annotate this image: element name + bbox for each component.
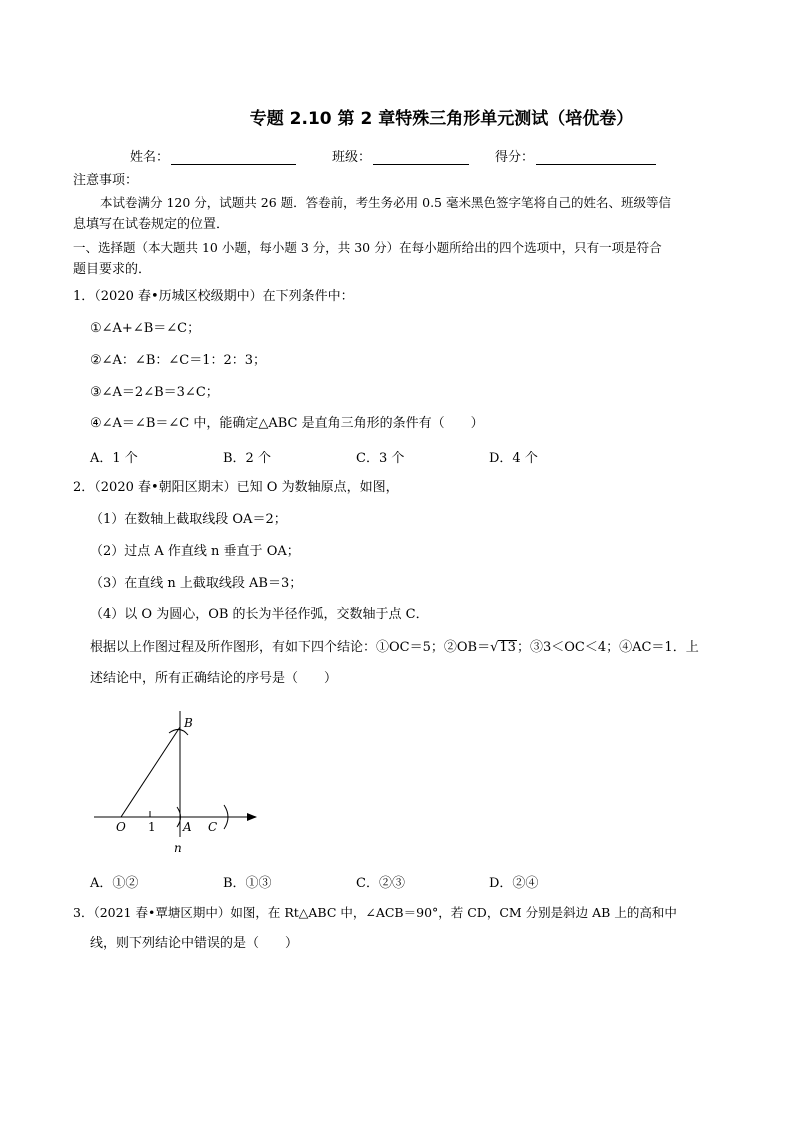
notes-line-1: 本试卷满分 120 分，试题共 26 题．答卷前，考生务必用 0.5 毫米黑色签字笔将自己的姓名、班级等信 xyxy=(100,195,671,210)
q2-stem: 2．（2020 春•朝阳区期末）已知 O 为数轴原点，如图， xyxy=(73,480,399,495)
page-title: 专题 2.10 第 2 章特殊三角形单元测试（培优卷） xyxy=(249,109,634,129)
score-field[interactable] xyxy=(495,146,656,165)
q3-line-1: 3．（2021 春•覃塘区期中）如图，在 Rt△ABC 中，∠ACB＝90°，若 CD，CM 分别是斜边 AB 上的高和中 xyxy=(73,905,677,920)
q1-condition-3: ③∠A＝2∠B＝3∠C； xyxy=(90,385,219,400)
q2-option-b[interactable]: B．①③ xyxy=(223,876,272,891)
name-field[interactable] xyxy=(130,146,296,165)
class-blank[interactable] xyxy=(373,150,469,165)
q3-line-2: 线，则下列结论中错误的是（ ） xyxy=(90,936,299,951)
q2-conclusions-line-2: 述结论中，所有正确结论的序号是（ ） xyxy=(90,671,338,686)
segment-ob xyxy=(121,727,180,817)
notes-line-2: 息填写在试卷规定的位置． xyxy=(73,217,230,232)
score-blank[interactable] xyxy=(536,150,656,165)
name-label: 姓名： xyxy=(130,150,170,165)
label-o: O xyxy=(116,820,126,834)
sqrt-sign: √ xyxy=(490,640,499,655)
q2-step-2: （2）过点 A 作直线 n 垂直于 OA； xyxy=(90,544,300,559)
q1-option-d[interactable]: D．4 个 xyxy=(489,451,538,466)
q1-option-b[interactable]: B．2 个 xyxy=(223,451,271,466)
q2-figure xyxy=(88,705,268,865)
label-b: B xyxy=(184,716,193,730)
label-a: A xyxy=(183,820,192,834)
class-field[interactable] xyxy=(332,146,469,165)
q2-option-d[interactable]: D．②④ xyxy=(489,876,539,891)
section-line-2: 题目要求的． xyxy=(73,262,152,277)
label-n: n xyxy=(174,841,182,855)
notes-heading: 注意事项： xyxy=(73,173,139,188)
q2-conclusions xyxy=(90,639,699,657)
q2-step-1: （1）在数轴上截取线段 OA＝2； xyxy=(90,512,287,527)
arc-at-b xyxy=(169,729,188,735)
q1-stem: 1．（2020 春•历城区校级期中）在下列条件中： xyxy=(73,289,354,304)
q2-option-a[interactable]: A．①② xyxy=(90,876,139,891)
q1-condition-4: ④∠A＝∠B＝∠C 中，能确定△ABC 是直角三角形的条件有（ ） xyxy=(90,416,484,431)
label-c: C xyxy=(208,820,218,834)
section-line-1: 一、选择题（本大题共 10 小题，每小题 3 分，共 30 分）在每小题所给出的四个选项中，只有一项是符合 xyxy=(73,240,662,255)
q1-condition-1: ①∠A+∠B＝∠C； xyxy=(90,321,201,336)
sqrt-value: 13 xyxy=(499,640,516,655)
q2-step-3: （3）在直线 n 上截取线段 AB＝3； xyxy=(90,576,303,591)
q1-option-c[interactable]: C．3 个 xyxy=(356,451,405,466)
q2-conclusions-part-b: ；③3＜OC＜4；④AC＝1．上 xyxy=(516,640,699,655)
q2-options xyxy=(90,872,622,891)
q1-condition-2: ②∠A：∠B：∠C＝1：2：3； xyxy=(90,353,267,368)
student-info-row xyxy=(130,146,682,165)
q2-option-c[interactable]: C．②③ xyxy=(356,876,405,891)
score-label: 得分： xyxy=(495,150,535,165)
q2-step-4: （4）以 O 为圆心，OB 的长为半径作弧，交数轴于点 C． xyxy=(90,607,429,622)
q2-conclusions-part-a: 根据以上作图过程及所作图形，有如下四个结论：①OC＝5；②OB＝ xyxy=(90,640,491,655)
name-blank[interactable] xyxy=(171,150,296,165)
class-label: 班级： xyxy=(332,150,372,165)
label-one: 1 xyxy=(148,820,156,834)
q1-options xyxy=(90,447,622,466)
q1-option-a[interactable]: A．1 个 xyxy=(90,451,138,466)
